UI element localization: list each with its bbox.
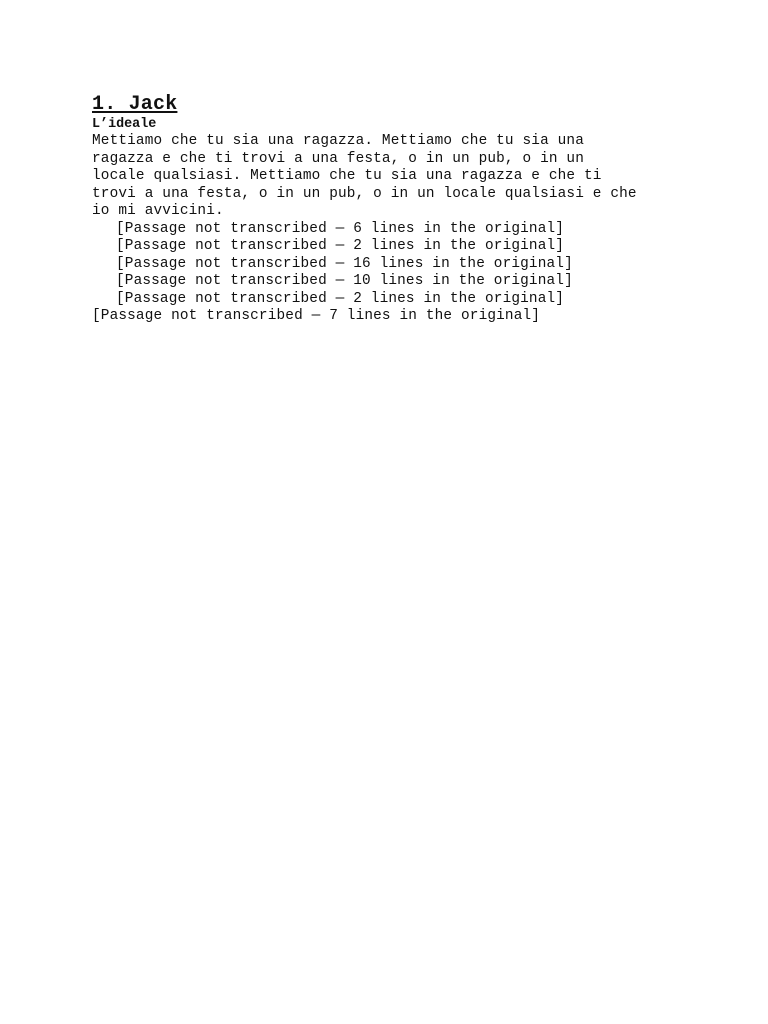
- text-line: ragazza e che ti trovi a una festa, o in un pub, o in un: [92, 150, 585, 167]
- text-line: [Passage not transcribed — 6 lines in the original]: [116, 220, 565, 237]
- section-heading: L’ideale: [92, 117, 157, 132]
- text-line: [Passage not transcribed — 7 lines in the original]: [92, 308, 541, 324]
- text-line: [Passage not transcribed — 16 lines in the original]: [116, 255, 573, 272]
- text-line: io mi avvicini.: [92, 203, 224, 219]
- text-line: Mettiamo che tu sia una ragazza. Mettiamo che tu sia una: [92, 133, 585, 149]
- text-line: [Passage not transcribed — 2 lines in the original]: [116, 238, 565, 254]
- text-line: trovi a una festa, o in un pub, o in un locale qualsiasi e che: [92, 185, 637, 202]
- document-body: [92, 93, 692, 326]
- body-text: [92, 133, 692, 326]
- text-line: [Passage not transcribed — 2 lines in the original]: [116, 290, 565, 307]
- text-line: [Passage not transcribed — 10 lines in the original]: [116, 273, 573, 289]
- text-line: locale qualsiasi. Mettiamo che tu sia una ragazza e che ti: [92, 168, 602, 184]
- chapter-title: 1. Jack: [92, 93, 178, 116]
